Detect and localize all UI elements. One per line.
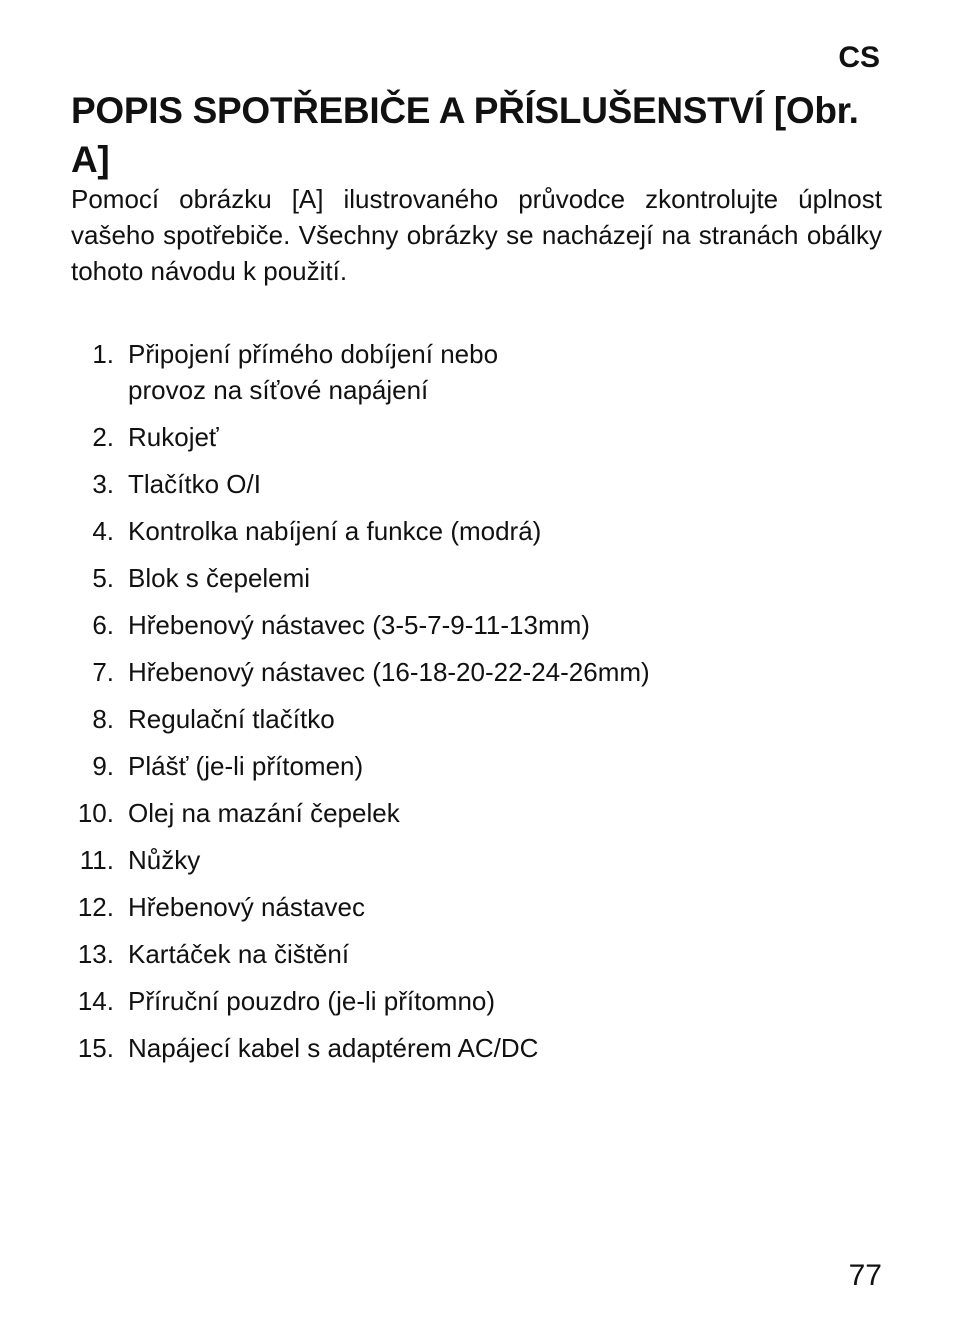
- item-number: 12.: [77, 892, 114, 922]
- item-number: 2.: [92, 422, 114, 452]
- item-label: Připojení přímého dobíjení nebo provoz na síťové napájení: [128, 339, 499, 405]
- item-number: 5.: [92, 563, 114, 593]
- item-label: Kartáček na čištění: [128, 939, 350, 969]
- language-code: CS: [838, 41, 880, 74]
- item-label: Plášť (je-li přítomen): [128, 751, 364, 781]
- item-number: 8.: [92, 704, 114, 734]
- parts-list: [71, 336, 882, 1077]
- item-number: 11.: [79, 845, 114, 875]
- list-item: [71, 795, 882, 831]
- intro-paragraph: Pomocí obrázku [A] ilustrovaného průvodce zkontrolujte úplnost vašeho spotřebiče. Všechny obrázky se nacházejí na stranách obálky tohoto návodu k použití.: [71, 184, 882, 286]
- item-label: Rukojeť: [128, 422, 219, 452]
- list-item: [71, 936, 882, 972]
- item-number: 4.: [92, 516, 114, 546]
- list-item: [71, 607, 882, 643]
- item-number: 13.: [77, 939, 114, 969]
- list-item: [71, 560, 882, 596]
- item-label: Hřebenový nástavec (16-18-20-22-24-26mm): [128, 657, 650, 687]
- list-item: [71, 336, 882, 408]
- list-item: [71, 983, 882, 1019]
- list-item: [71, 513, 882, 549]
- item-number: 6.: [92, 610, 114, 640]
- item-label: Hřebenový nástavec: [128, 892, 366, 922]
- item-label: Kontrolka nabíjení a funkce (modrá): [128, 516, 542, 546]
- list-item: [71, 466, 882, 502]
- item-number: 14.: [77, 986, 114, 1016]
- list-item: [71, 701, 882, 737]
- item-label: Olej na mazání čepelek: [128, 798, 400, 828]
- item-number: 15.: [77, 1033, 114, 1063]
- item-label: Regulační tlačítko: [128, 704, 335, 734]
- list-item: [71, 419, 882, 455]
- item-number: 10.: [77, 798, 114, 828]
- item-number: 1.: [92, 339, 114, 369]
- item-label: Nůžky: [128, 845, 201, 875]
- item-number: 3.: [92, 469, 114, 499]
- item-label: Napájecí kabel s adaptérem AC/DC: [128, 1033, 539, 1063]
- list-item: [71, 748, 882, 784]
- item-label: Tlačítko O/I: [128, 469, 261, 499]
- page-number: 77: [848, 1259, 882, 1292]
- item-label: Hřebenový nástavec (3-5-7-9-11-13mm): [128, 610, 590, 640]
- item-label: Blok s čepelemi: [128, 563, 311, 593]
- list-item: [71, 889, 882, 925]
- item-label: Příruční pouzdro (je-li přítomno): [128, 986, 496, 1016]
- item-number: 9.: [92, 751, 114, 781]
- item-number: 7.: [92, 657, 114, 687]
- list-item: [71, 654, 882, 690]
- list-item: [71, 1030, 882, 1066]
- list-item: [71, 842, 882, 878]
- page-title: POPIS SPOTŘEBIČE A PŘÍSLUŠENSTVÍ [Obr. A]: [71, 90, 859, 180]
